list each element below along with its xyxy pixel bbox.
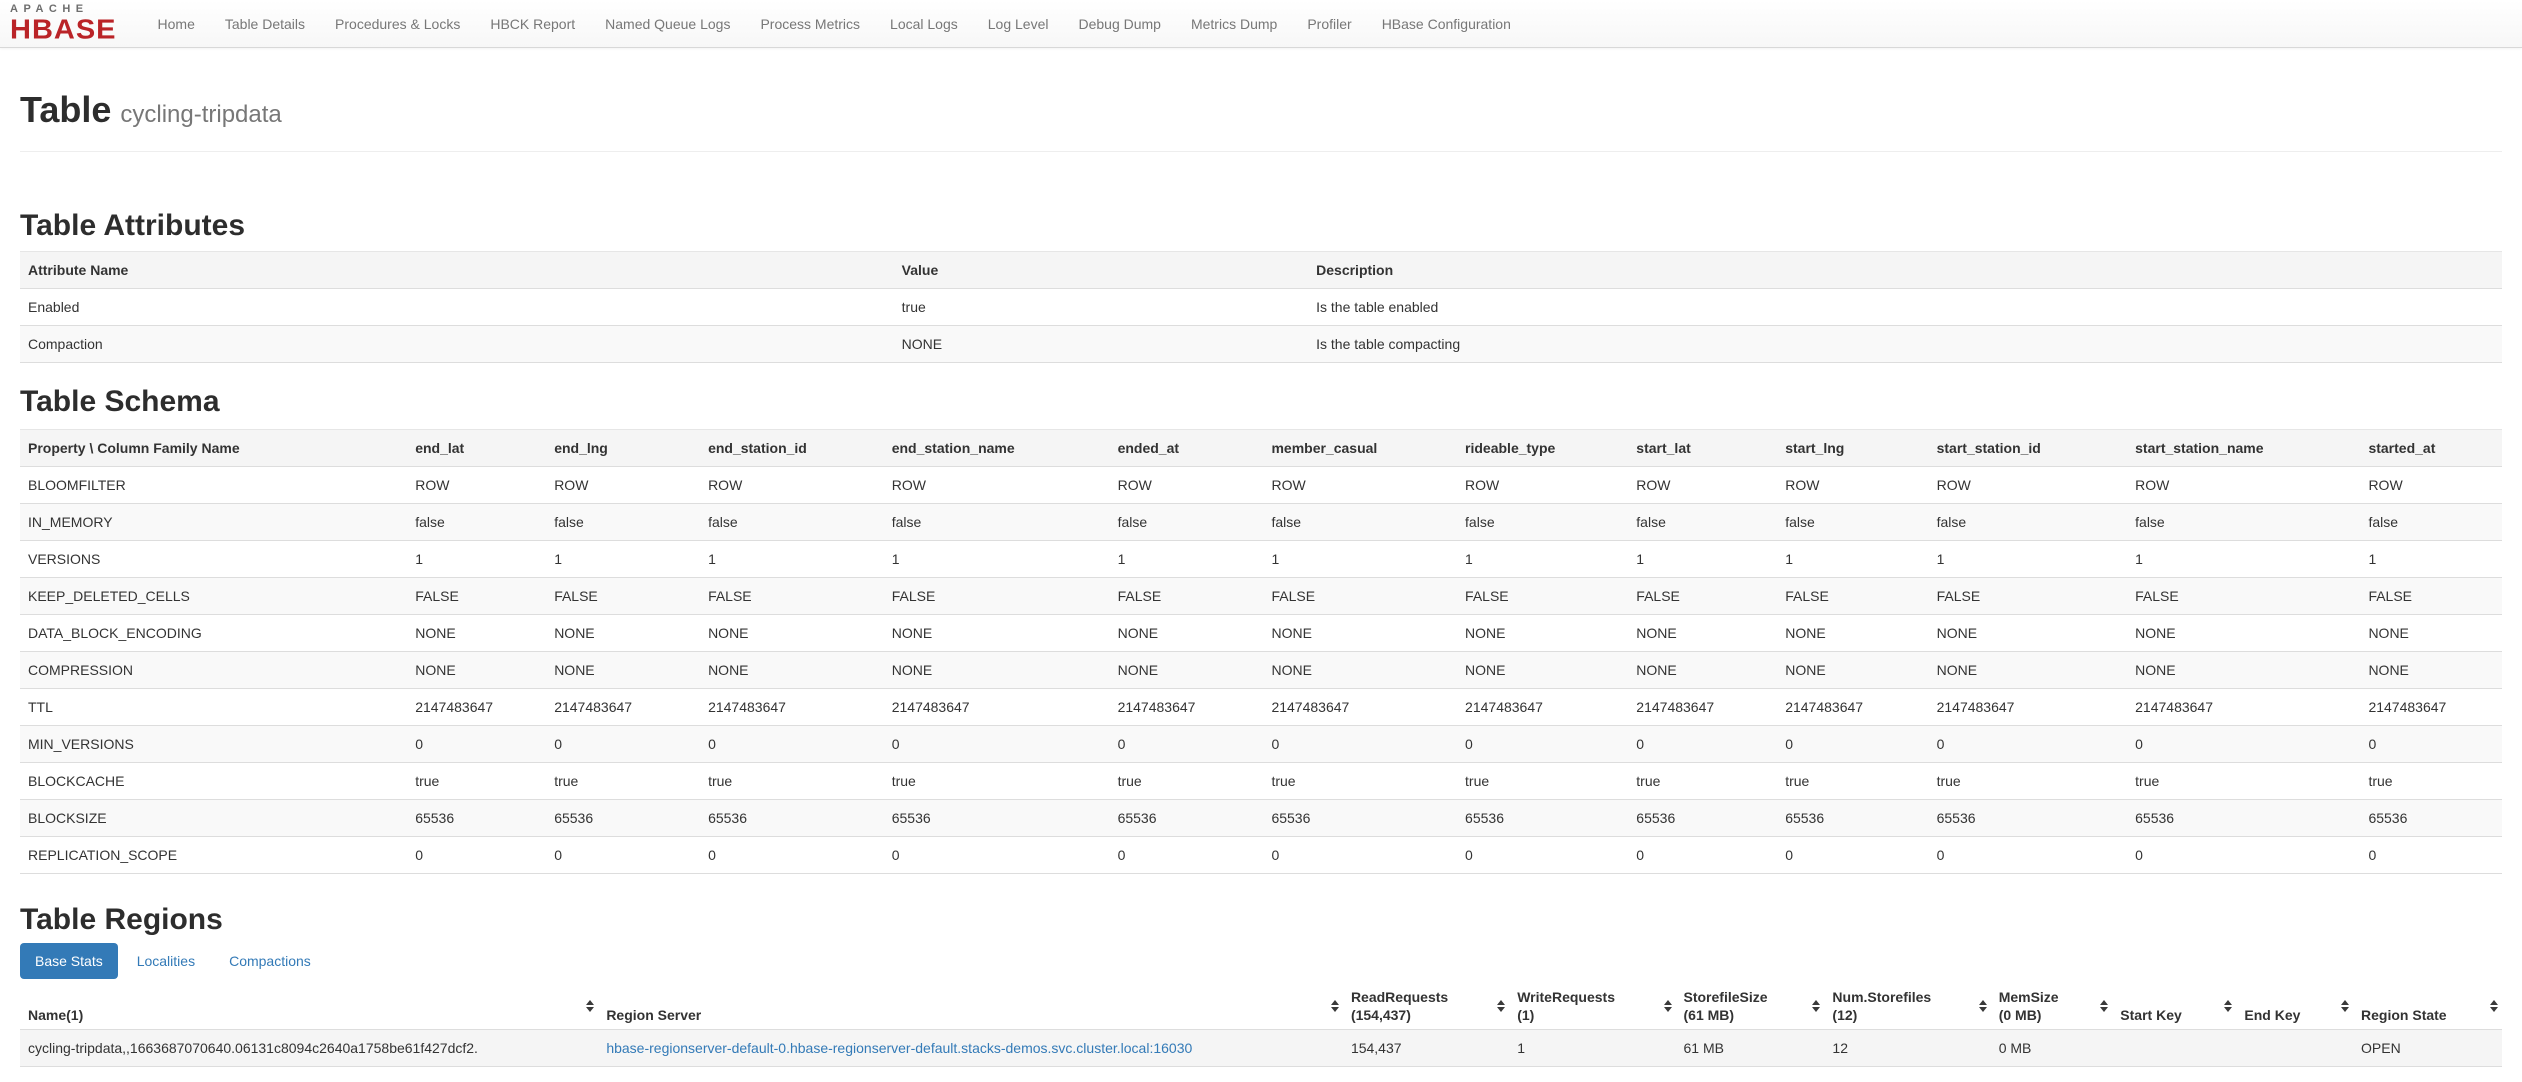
regions-column-header-readrequests[interactable]: ReadRequests (154,437) (1343, 983, 1509, 1030)
schema-value-cell: NONE (546, 652, 700, 689)
schema-value-cell: 1 (884, 541, 1110, 578)
schema-value-cell: 2147483647 (1457, 689, 1628, 726)
attr-column-header-description: Description (1308, 252, 2502, 289)
schema-value-cell: ROW (1457, 467, 1628, 504)
schema-value-cell: FALSE (1628, 578, 1777, 615)
schema-value-cell: 65536 (1777, 800, 1928, 837)
regions-column-header-start-key[interactable]: Start Key (2112, 983, 2236, 1030)
schema-value-cell: NONE (1929, 615, 2128, 652)
sort-icon (1812, 1000, 1820, 1012)
regions-column-header-end-key[interactable]: End Key (2236, 983, 2353, 1030)
schema-row (20, 615, 2502, 652)
schema-value-cell: false (2360, 504, 2502, 541)
schema-value-cell: false (1777, 504, 1928, 541)
region-start-key-cell (2112, 1030, 2236, 1067)
schema-value-cell: NONE (1110, 615, 1264, 652)
schema-value-cell: false (546, 504, 700, 541)
schema-value-cell: NONE (2127, 615, 2360, 652)
nav-item-home[interactable]: Home (157, 15, 195, 32)
schema-value-cell: NONE (700, 652, 884, 689)
schema-value-cell: FALSE (546, 578, 700, 615)
schema-value-cell: ROW (1110, 467, 1264, 504)
schema-value-cell: NONE (1110, 652, 1264, 689)
regions-column-header-region-server[interactable]: Region Server (598, 983, 1343, 1030)
schema-value-cell: false (700, 504, 884, 541)
schema-row (20, 578, 2502, 615)
schema-value-cell: true (2360, 763, 2502, 800)
schema-value-cell: FALSE (1457, 578, 1628, 615)
regions-header-row (20, 983, 2502, 1030)
nav-item-named-queue-logs[interactable]: Named Queue Logs (605, 15, 731, 32)
schema-column-header-start-lng: start_lng (1777, 430, 1928, 467)
region-row (20, 1030, 2502, 1067)
attr-column-header-attribute-name: Attribute Name (20, 252, 894, 289)
schema-value-cell: 1 (1110, 541, 1264, 578)
schema-value-cell: ROW (546, 467, 700, 504)
schema-value-cell: 1 (2127, 541, 2360, 578)
nav-item-hbase-configuration[interactable]: HBase Configuration (1381, 15, 1511, 32)
attr-description-cell: Is the table enabled (1308, 289, 2502, 326)
schema-value-cell: 65536 (700, 800, 884, 837)
attr-value-cell: true (894, 289, 1308, 326)
schema-value-cell: FALSE (700, 578, 884, 615)
region-server-link[interactable]: hbase-regionserver-default-0.hbase-regionserver-default.stacks-demos.svc.cluster.local:16030 (606, 1040, 1193, 1056)
schema-value-cell: false (1457, 504, 1628, 541)
attribute-row (20, 289, 2502, 326)
schema-value-cell: false (1628, 504, 1777, 541)
schema-row (20, 763, 2502, 800)
sort-icon (1497, 1000, 1505, 1012)
schema-column-header-member-casual: member_casual (1263, 430, 1457, 467)
region-num-storefiles-cell: 12 (1824, 1030, 1990, 1067)
schema-property-cell: KEEP_DELETED_CELLS (20, 578, 407, 615)
schema-column-header-end-station-id: end_station_id (700, 430, 884, 467)
schema-value-cell: 2147483647 (407, 689, 546, 726)
schema-value-cell: 2147483647 (2127, 689, 2360, 726)
regions-column-header-region-state[interactable]: Region State (2353, 983, 2502, 1030)
schema-column-header-end-station-name: end_station_name (884, 430, 1110, 467)
schema-value-cell: FALSE (2360, 578, 2502, 615)
schema-value-cell: true (884, 763, 1110, 800)
schema-value-cell: true (1628, 763, 1777, 800)
table-regions-heading: Table Regions (20, 903, 223, 936)
schema-value-cell: 0 (407, 837, 546, 874)
schema-value-cell: NONE (2360, 652, 2502, 689)
schema-value-cell: true (2127, 763, 2360, 800)
schema-column-header-end-lng: end_lng (546, 430, 700, 467)
schema-value-cell: NONE (1777, 615, 1928, 652)
sort-icon (2100, 1000, 2108, 1012)
regions-tabs (20, 943, 2502, 979)
regions-column-header-writerequests[interactable]: WriteRequests (1) (1509, 983, 1675, 1030)
schema-value-cell: 2147483647 (1263, 689, 1457, 726)
schema-value-cell: 2147483647 (2360, 689, 2502, 726)
schema-value-cell: 0 (1263, 837, 1457, 874)
schema-value-cell: 65536 (884, 800, 1110, 837)
schema-property-cell: DATA_BLOCK_ENCODING (20, 615, 407, 652)
schema-value-cell: 0 (1110, 726, 1264, 763)
sort-icon (2490, 1000, 2498, 1012)
schema-row (20, 541, 2502, 578)
schema-value-cell: true (700, 763, 884, 800)
table-regions (20, 983, 2502, 1067)
schema-value-cell: 1 (700, 541, 884, 578)
schema-value-cell: FALSE (2127, 578, 2360, 615)
schema-value-cell: FALSE (1777, 578, 1928, 615)
schema-value-cell: FALSE (1110, 578, 1264, 615)
schema-value-cell: NONE (884, 652, 1110, 689)
attributes-header-row (20, 252, 2502, 289)
schema-row (20, 504, 2502, 541)
page-title: Table (20, 89, 112, 130)
schema-property-cell: BLOCKCACHE (20, 763, 407, 800)
sort-icon (1979, 1000, 1987, 1012)
schema-value-cell: 65536 (1929, 800, 2128, 837)
nav-item-log-level[interactable]: Log Level (987, 15, 1049, 32)
schema-value-cell: 0 (1457, 726, 1628, 763)
schema-row (20, 689, 2502, 726)
schema-value-cell: 1 (407, 541, 546, 578)
regions-tab-localities[interactable]: Localities (136, 953, 196, 969)
nav-item-procedures-locks[interactable]: Procedures & Locks (335, 15, 461, 32)
nav-item-local-logs[interactable]: Local Logs (890, 15, 958, 32)
schema-row (20, 800, 2502, 837)
schema-value-cell: NONE (1263, 652, 1457, 689)
nav-item-debug-dump[interactable]: Debug Dump (1078, 15, 1161, 32)
schema-value-cell: 0 (1929, 726, 2128, 763)
schema-value-cell: ROW (2360, 467, 2502, 504)
schema-value-cell: false (1929, 504, 2128, 541)
schema-value-cell: 65536 (1457, 800, 1628, 837)
regions-column-header-memsize[interactable]: MemSize (0 MB) (1991, 983, 2113, 1030)
schema-value-cell: 65536 (1263, 800, 1457, 837)
schema-value-cell: false (1110, 504, 1264, 541)
schema-value-cell: NONE (884, 615, 1110, 652)
schema-value-cell: NONE (1457, 615, 1628, 652)
schema-value-cell: ROW (1628, 467, 1777, 504)
region-write-requests-cell: 1 (1509, 1030, 1675, 1067)
schema-value-cell: NONE (1263, 615, 1457, 652)
schema-value-cell: true (1777, 763, 1928, 800)
nav-item-profiler[interactable]: Profiler (1307, 15, 1352, 32)
schema-value-cell: 1 (1777, 541, 1928, 578)
schema-value-cell: true (1263, 763, 1457, 800)
schema-value-cell: 1 (2360, 541, 2502, 578)
schema-value-cell: false (2127, 504, 2360, 541)
attr-name-cell: Compaction (20, 326, 894, 363)
schema-value-cell: 0 (1457, 837, 1628, 874)
nav-item-metrics-dump[interactable]: Metrics Dump (1190, 15, 1278, 32)
regions-tab-compactions[interactable]: Compactions (229, 953, 311, 969)
schema-value-cell: 2147483647 (546, 689, 700, 726)
schema-property-cell: IN_MEMORY (20, 504, 407, 541)
schema-row (20, 726, 2502, 763)
schema-value-cell: 65536 (1628, 800, 1777, 837)
schema-value-cell: true (1457, 763, 1628, 800)
schema-value-cell: NONE (1628, 615, 1777, 652)
schema-value-cell: 0 (2127, 726, 2360, 763)
nav-item-hbck-report[interactable]: HBCK Report (490, 15, 576, 32)
schema-property-cell: MIN_VERSIONS (20, 726, 407, 763)
schema-row (20, 467, 2502, 504)
schema-value-cell: 0 (1263, 726, 1457, 763)
nav-item-table-details[interactable]: Table Details (224, 15, 306, 32)
schema-column-header-started-at: started_at (2360, 430, 2502, 467)
page-title-row (20, 90, 2502, 135)
region-region-server-cell (598, 1030, 1343, 1067)
schema-value-cell: NONE (1457, 652, 1628, 689)
schema-value-cell: 0 (2360, 726, 2502, 763)
schema-value-cell: 65536 (2127, 800, 2360, 837)
schema-value-cell: 2147483647 (1929, 689, 2128, 726)
schema-property-cell: BLOOMFILTER (20, 467, 407, 504)
schema-value-cell: 2147483647 (1628, 689, 1777, 726)
schema-value-cell: 0 (546, 726, 700, 763)
schema-value-cell: 1 (1628, 541, 1777, 578)
region-mem-size-cell: 0 MB (1991, 1030, 2113, 1067)
schema-column-header-start-station-id: start_station_id (1929, 430, 2128, 467)
regions-column-header-storefilesize[interactable]: StorefileSize (61 MB) (1676, 983, 1825, 1030)
schema-property-cell: TTL (20, 689, 407, 726)
schema-value-cell: NONE (407, 615, 546, 652)
schema-value-cell: 0 (1777, 837, 1928, 874)
sort-icon (1331, 1000, 1339, 1012)
schema-value-cell: false (884, 504, 1110, 541)
schema-value-cell: 2147483647 (1110, 689, 1264, 726)
schema-column-header-rideable-type: rideable_type (1457, 430, 1628, 467)
schema-value-cell: 0 (407, 726, 546, 763)
regions-column-header-num-storefiles[interactable]: Num.Storefiles (12) (1824, 983, 1990, 1030)
schema-value-cell: 2147483647 (1777, 689, 1928, 726)
schema-value-cell: 0 (884, 726, 1110, 763)
schema-value-cell: 0 (546, 837, 700, 874)
region-name-cell: cycling-tripdata,,1663687070640.06131c8094c2640a1758be61f427dcf2. (20, 1030, 598, 1067)
schema-value-cell: NONE (407, 652, 546, 689)
region-read-requests-cell: 154,437 (1343, 1030, 1509, 1067)
schema-column-header-end-lat: end_lat (407, 430, 546, 467)
schema-property-cell: COMPRESSION (20, 652, 407, 689)
nav-item-process-metrics[interactable]: Process Metrics (760, 15, 861, 32)
schema-value-cell: NONE (2127, 652, 2360, 689)
schema-value-cell: 0 (700, 726, 884, 763)
schema-value-cell: 0 (700, 837, 884, 874)
schema-value-cell: 65536 (2360, 800, 2502, 837)
table-schema-heading: Table Schema (20, 385, 220, 418)
schema-column-header-ended-at: ended_at (1110, 430, 1264, 467)
schema-value-cell: NONE (1929, 652, 2128, 689)
schema-value-cell: 1 (1457, 541, 1628, 578)
schema-value-cell: NONE (700, 615, 884, 652)
schema-row (20, 652, 2502, 689)
schema-row (20, 837, 2502, 874)
attr-name-cell: Enabled (20, 289, 894, 326)
schema-value-cell: FALSE (1263, 578, 1457, 615)
schema-value-cell: FALSE (1929, 578, 2128, 615)
sort-icon (2224, 1000, 2232, 1012)
schema-value-cell: 0 (1777, 726, 1928, 763)
sort-icon (1664, 1000, 1672, 1012)
schema-value-cell: 2147483647 (884, 689, 1110, 726)
schema-value-cell: 0 (1628, 837, 1777, 874)
table-attributes (20, 251, 2502, 363)
attr-column-header-value: Value (894, 252, 1308, 289)
schema-value-cell: 0 (1929, 837, 2128, 874)
schema-value-cell: ROW (2127, 467, 2360, 504)
schema-value-cell: ROW (700, 467, 884, 504)
nav-menu (143, 2, 1526, 46)
regions-column-header-name-1[interactable]: Name(1) (20, 983, 598, 1030)
schema-column-header-start-station-name: start_station_name (2127, 430, 2360, 467)
schema-value-cell: 0 (1110, 837, 1264, 874)
schema-column-header-start-lat: start_lat (1628, 430, 1777, 467)
schema-property-column-header: Property \ Column Family Name (20, 430, 407, 467)
schema-value-cell: false (407, 504, 546, 541)
region-storefile-size-cell: 61 MB (1676, 1030, 1825, 1067)
attr-value-cell: NONE (894, 326, 1308, 363)
schema-value-cell: 65536 (1110, 800, 1264, 837)
top-navbar (0, 0, 2522, 48)
region-end-key-cell (2236, 1030, 2353, 1067)
schema-value-cell: true (546, 763, 700, 800)
schema-value-cell: ROW (884, 467, 1110, 504)
schema-value-cell: 65536 (546, 800, 700, 837)
schema-value-cell: 1 (1263, 541, 1457, 578)
sort-icon (586, 1000, 594, 1012)
table-attributes-heading: Table Attributes (20, 209, 246, 242)
schema-value-cell: 0 (2127, 837, 2360, 874)
page-header (20, 48, 2502, 152)
schema-value-cell: ROW (1263, 467, 1457, 504)
schema-value-cell: true (1929, 763, 2128, 800)
schema-value-cell: 2147483647 (700, 689, 884, 726)
schema-value-cell: FALSE (884, 578, 1110, 615)
attribute-row (20, 326, 2502, 363)
schema-header-row (20, 430, 2502, 467)
schema-value-cell: 1 (1929, 541, 2128, 578)
page-content (0, 48, 2522, 1067)
region-region-state-cell: OPEN (2353, 1030, 2502, 1067)
page-subtitle: cycling-tripdata (120, 101, 282, 128)
schema-value-cell: 1 (546, 541, 700, 578)
schema-value-cell: NONE (546, 615, 700, 652)
hbase-logo[interactable] (10, 4, 117, 45)
schema-property-cell: REPLICATION_SCOPE (20, 837, 407, 874)
schema-property-cell: VERSIONS (20, 541, 407, 578)
logo-hbase-text: HBASE (10, 14, 117, 45)
schema-value-cell: NONE (2360, 615, 2502, 652)
schema-value-cell: NONE (1628, 652, 1777, 689)
schema-value-cell: FALSE (407, 578, 546, 615)
schema-value-cell: NONE (1777, 652, 1928, 689)
schema-value-cell: true (1110, 763, 1264, 800)
schema-value-cell: 0 (2360, 837, 2502, 874)
schema-value-cell: 0 (884, 837, 1110, 874)
sort-icon (2341, 1000, 2349, 1012)
schema-value-cell: 0 (1628, 726, 1777, 763)
logo-apache-text: APACHE (10, 2, 89, 15)
regions-tab-base-stats[interactable]: Base Stats (20, 943, 118, 979)
schema-value-cell: ROW (1929, 467, 2128, 504)
table-schema (20, 429, 2502, 874)
attr-description-cell: Is the table compacting (1308, 326, 2502, 363)
schema-property-cell: BLOCKSIZE (20, 800, 407, 837)
schema-value-cell: ROW (407, 467, 546, 504)
schema-value-cell: true (407, 763, 546, 800)
schema-value-cell: 65536 (407, 800, 546, 837)
schema-value-cell: ROW (1777, 467, 1928, 504)
schema-value-cell: false (1263, 504, 1457, 541)
